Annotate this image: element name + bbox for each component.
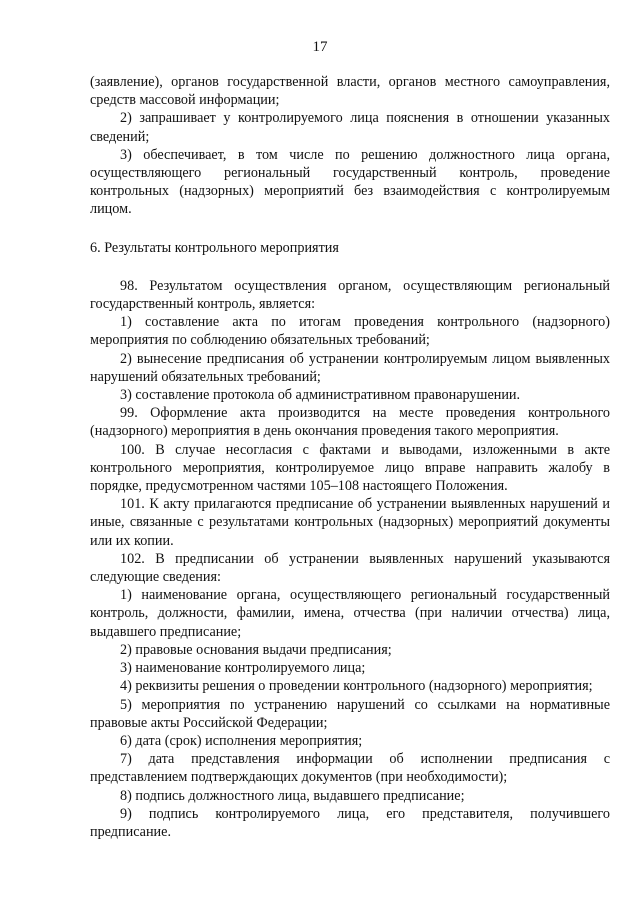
paragraph: 1) составление акта по итогам проведения контрольного (надзорного) мероприятия по соблюдению обязательных требований; [90, 314, 610, 349]
paragraph: (заявление), органов государственной власти, органов местного самоуправления, средств массовой информации; [90, 74, 610, 109]
paragraph: 7) дата представления информации об исполнении предписания с представлением подтверждающих документов (при необходимости); [90, 751, 610, 786]
paragraph: 101. К акту прилагаются предписание об устранении выявленных нарушений и иные, связанные с результатами контрольных (надзорных) мероприятий документы или их копии. [90, 496, 610, 549]
paragraph: 9) подпись контролируемого лица, его представителя, получившего предписание. [90, 805, 610, 840]
paragraph: 5) мероприятия по устранению нарушений со ссылками на нормативные правовые акты Российской Федерации; [90, 696, 610, 731]
paragraph: 98. Результатом осуществления органом, осуществляющим региональный государственный контроль, является: [90, 277, 610, 313]
paragraph: 3) наименование контролируемого лица; [120, 660, 366, 677]
paragraph: 99. Оформление акта производится на месте проведения контрольного (надзорного) мероприятия в день окончания проведения такого мероприятия. [90, 405, 610, 440]
paragraph: 100. В случае несогласия с фактами и выводами, изложенными в акте контрольного мероприятия, контролируемое лицо вправе направить жалобу в порядке, предусмотренном частями 105–108 настоящего Положения. [90, 441, 610, 495]
page-number: 17 [312, 39, 328, 55]
paragraph: 4) реквизиты решения о проведении контрольного (надзорного) мероприятия; [120, 678, 593, 695]
paragraph: 2) вынесение предписания об устранении контролируемым лицом выявленных нарушений обязательных требований; [90, 350, 610, 385]
paragraph: 2) запрашивает у контролируемого лица пояснения в отношении указанных сведений; [90, 110, 610, 145]
paragraph: 6) дата (срок) исполнения мероприятия; [120, 732, 363, 749]
paragraph: 3) обеспечивает, в том числе по решению должностного лица органа, осуществляющего региональный государственный контроль, проведение контрольных (надзорных) мероприятий без взаимодействия с контролируемым лицом. [90, 146, 610, 218]
paragraph: 8) подпись должностного лица, выдавшего предписание; [120, 787, 465, 804]
page-body [90, 73, 610, 841]
paragraph: 102. В предписании об устранении выявленных нарушений указываются следующие сведения: [90, 550, 610, 586]
section-heading: 6. Результаты контрольного мероприятия [90, 239, 339, 256]
paragraph: 3) составление протокола об административном правонарушении. [120, 387, 521, 404]
paragraph: 2) правовые основания выдачи предписания; [120, 641, 392, 658]
paragraph: 1) наименование органа, осуществляющего региональный государственный контроль, должности, фамилии, имена, отчества (при наличии отчества) лица, выдавшего предписание; [90, 587, 610, 640]
